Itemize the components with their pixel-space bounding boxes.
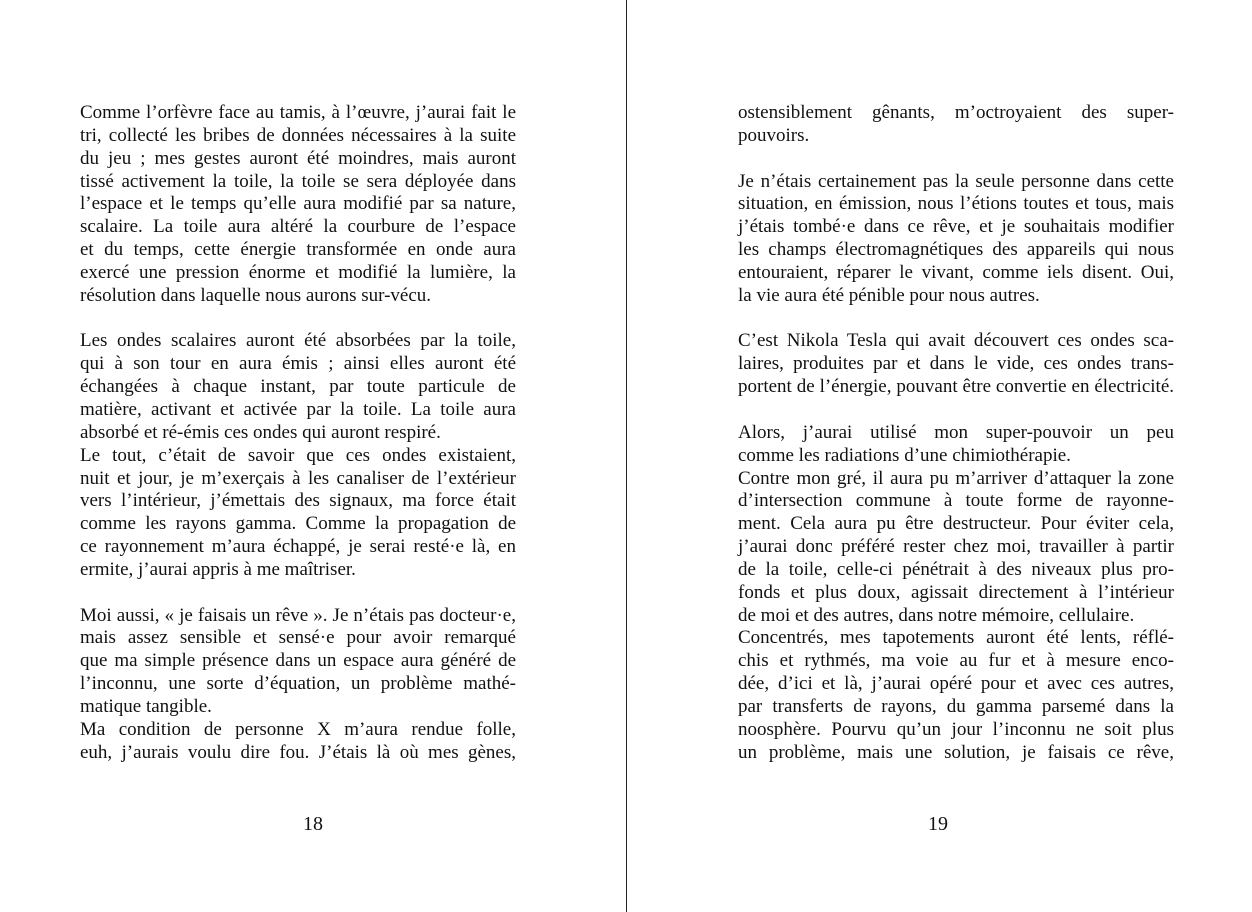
text-line: j’aurai donc préféré rester chez moi, travailler à partir xyxy=(738,536,1174,558)
text-line: par transferts de rayons, du gamma parsemé dans la xyxy=(738,695,1174,717)
text-line: d’intersection commune à toute forme de rayonne- xyxy=(738,490,1174,512)
text-line: du jeu ; mes gestes auront été moindres, mais auront xyxy=(80,147,516,169)
text-line: mais assez sensible et sensé·e pour avoir remarqué xyxy=(80,627,516,649)
text-line: j’étais tombé·e dans ce rêve, et je souhaitais modifier xyxy=(738,216,1174,238)
text-line: un problème, mais une solution, je faisais ce rêve, xyxy=(738,741,1174,763)
text-line: Les ondes scalaires auront été absorbées par la toile, xyxy=(80,330,516,352)
text-line: comme les rayons gamma. Comme la propagation de xyxy=(80,513,516,535)
text-line: et du temps, cette énergie transformée en onde aura xyxy=(80,239,516,261)
paragraph xyxy=(738,330,1174,399)
text-line: Comme l’orfèvre face au tamis, à l’œuvre, j’aurai fait le xyxy=(80,102,516,123)
paragraph xyxy=(80,330,516,581)
right-page xyxy=(627,0,1252,912)
text-line: la vie aura été pénible pour nous autres. xyxy=(738,284,1040,306)
text-line: chis et rythmés, ma voie au fur et à mesure enco- xyxy=(738,650,1174,672)
text-line: de la toile, celle-ci pénétrait à des niveaux plus pro- xyxy=(738,558,1174,580)
text-line: entouraient, réparer le vivant, comme iels disent. Oui, xyxy=(738,261,1174,283)
text-line: fonds et plus doux, agissait directement à l’intérieur xyxy=(738,581,1174,603)
text-line: de moi et des autres, dans notre mémoire, cellulaire. xyxy=(738,604,1135,626)
text-line: laires, produites par et dans le vide, ces ondes trans- xyxy=(738,353,1174,375)
text-line: ermite, j’aurai appris à me maîtriser. xyxy=(80,558,356,580)
page-number: 19 xyxy=(928,813,948,835)
text-line: matière, activant et activée par la toile. La toile aura xyxy=(80,398,516,420)
text-line: l’espace et le temps qu’elle aura modifié par sa nature, xyxy=(80,193,516,215)
text-line: ce rayonnement m’aura échappé, je serai resté·e là, en xyxy=(80,536,516,558)
paragraph xyxy=(80,605,516,765)
paragraph xyxy=(738,422,1174,765)
text-line: comme les radiations d’une chimiothérapie. xyxy=(738,444,1071,466)
text-line: matique tangible. xyxy=(80,695,212,717)
text-line: Le tout, c’était de savoir que ces ondes existaient, xyxy=(80,444,516,466)
text-line: tri, collecté les bribes de données nécessaires à la suite xyxy=(80,124,516,146)
page-number: 18 xyxy=(303,813,323,835)
text-line: scalaire. La toile aura altéré la courbure de l’espace xyxy=(80,216,516,238)
text-line: tissé activement la toile, la toile se sera déployée dans xyxy=(80,170,516,192)
text-line: l’inconnu, une sorte d’équation, un problème mathé- xyxy=(80,673,516,695)
text-line: Contre mon gré, il aura pu m’arriver d’attaquer la zone xyxy=(738,467,1174,489)
text-line: portent de l’énergie, pouvant être convertie en électricité. xyxy=(738,376,1174,398)
text-line: situation, en émission, nous l’étions toutes et tous, mais xyxy=(738,193,1174,215)
text-line: exercé une pression énorme et modifié la lumière, la xyxy=(80,261,516,283)
text-line: C’est Nikola Tesla qui avait découvert ces ondes sca- xyxy=(738,330,1174,352)
text-line: Moi aussi, « je faisais un rêve ». Je n’étais pas docteur·e, xyxy=(80,604,516,626)
text-line: Alors, j’aurai utilisé mon super-pouvoir un peu xyxy=(738,421,1174,443)
text-line: vers l’intérieur, j’émettais des signaux, ma force était xyxy=(80,490,516,512)
text-line: que ma simple présence dans un espace aura généré de xyxy=(80,650,516,672)
text-line: Ma condition de personne X m’aura rendue folle, xyxy=(80,718,516,740)
text-line: les champs électromagnétiques des appareils qui nous xyxy=(738,239,1174,261)
paragraph xyxy=(738,171,1174,308)
text-line: ment. Cela aura pu être destructeur. Pour éviter cela, xyxy=(738,513,1174,535)
paragraph xyxy=(80,102,516,308)
text-line: qui à son tour en aura émis ; ainsi elles auront été xyxy=(80,353,516,375)
text-line: pouvoirs. xyxy=(738,124,810,146)
text-line: dée, d’ici et là, j’aurai opéré pour et avec ces autres, xyxy=(738,673,1174,695)
body-text xyxy=(738,102,1174,787)
text-line: ostensiblement gênants, m’octroyaient des super- xyxy=(738,102,1174,123)
paragraph xyxy=(738,102,1174,148)
text-line: absorbé et ré-émis ces ondes qui auront respiré. xyxy=(80,421,441,443)
text-line: Je n’étais certainement pas la seule personne dans cette xyxy=(738,170,1174,192)
text-line: Concentrés, mes tapotements auront été lents, réflé- xyxy=(738,627,1174,649)
text-line: nuit et jour, je m’exerçais à les canaliser de l’extérieur xyxy=(80,467,516,489)
text-line: échangées à chaque instant, par toute particule de xyxy=(80,376,516,398)
body-text xyxy=(80,102,516,787)
text-line: résolution dans laquelle nous aurons sur-vécu. xyxy=(80,284,432,306)
text-line: noosphère. Pourvu qu’un jour l’inconnu ne soit plus xyxy=(738,718,1174,740)
text-line: euh, j’aurais voulu dire fou. J’étais là où mes gènes, xyxy=(80,741,516,763)
